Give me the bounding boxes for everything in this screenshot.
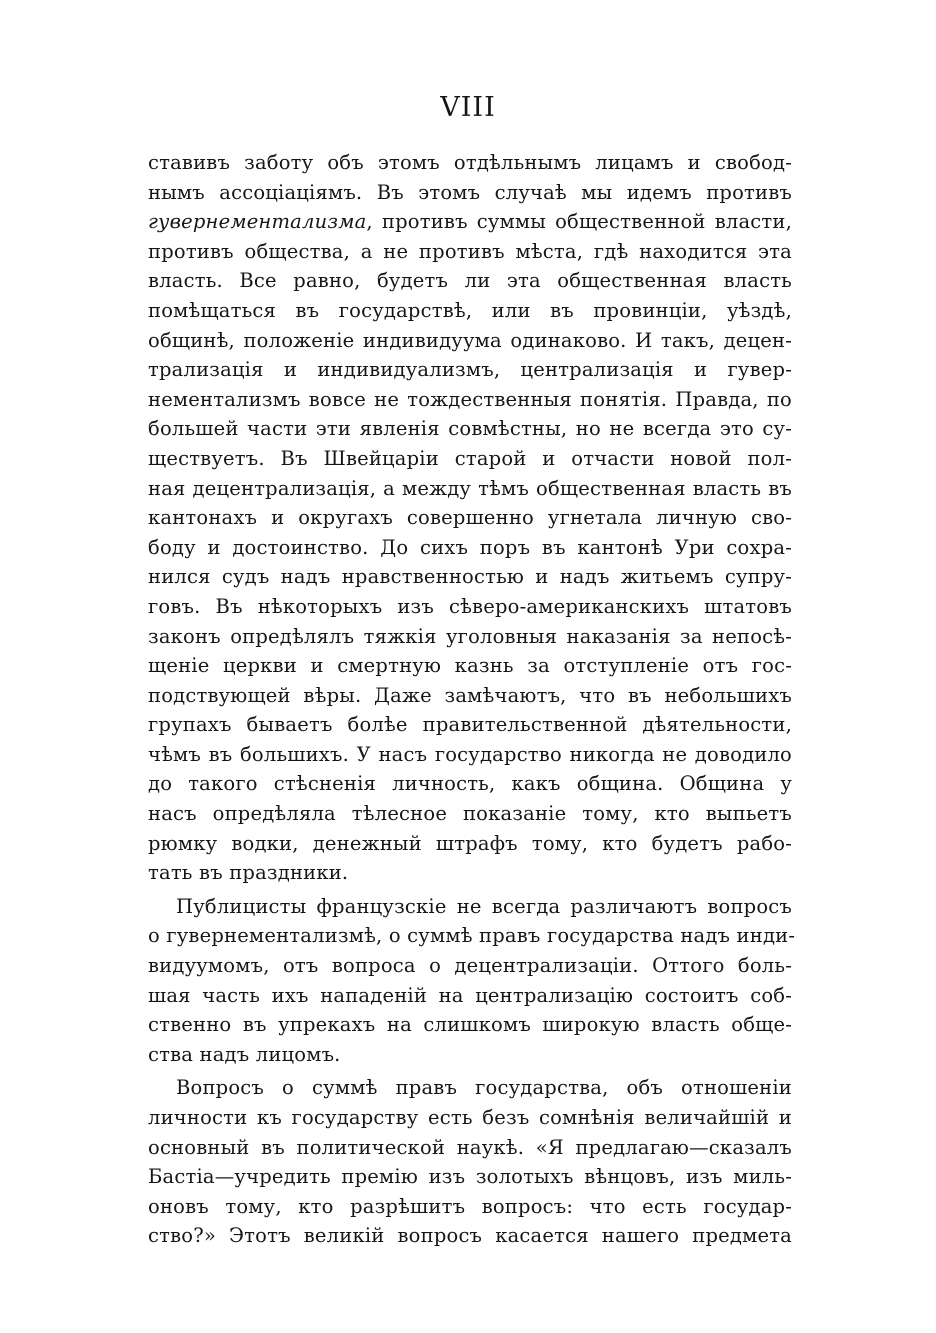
text-line: противъ общества, а не противъ мѣста, гдѣ находится эта <box>148 239 792 263</box>
text-line: о гувернементализмѣ, о суммѣ правъ государства надъ инди- <box>148 924 796 948</box>
text-line: до такого стѣсненія личность, какъ община. Община у <box>148 772 792 796</box>
text-line: основный въ политической наукѣ. «Я предлагаю—сказалъ <box>148 1135 792 1159</box>
text-line: трализація и индивидуализмъ, централизація и гувер- <box>148 358 792 382</box>
text-line: кантонахъ и округахъ совершенно угнетала личную сво- <box>148 506 792 530</box>
text-line: нементализмъ вовсе не тождественныя понятія. Правда, по <box>148 387 792 411</box>
text-line: ставивъ заботу объ этомъ отдѣльнымъ лицамъ и свобод- <box>148 151 792 174</box>
page-number: VIII <box>440 92 496 123</box>
paragraph-3 <box>148 1073 792 1251</box>
text-line: нымъ ассоціаціямъ. Въ этомъ случаѣ мы идемъ противъ <box>148 180 792 204</box>
text-line: власть. Все равно, будетъ ли эта общественная власть <box>148 269 792 293</box>
text-line: ственно въ упрекахъ на слишкомъ широкую власть обще- <box>148 1013 792 1037</box>
text-line: ная децентрализація, а между тѣмъ общественная власть въ <box>148 476 792 500</box>
text-line: говъ. Въ нѣкоторыхъ изъ сѣверо-американскихъ штатовъ <box>148 594 792 618</box>
text-line: нился судъ надъ нравственностью и надъ житьемъ супру- <box>148 565 792 589</box>
text-line: насъ опредѣляла тѣлесное показаніе тому, кто выпьетъ <box>148 802 792 826</box>
emphasized-term: гувернементализма <box>148 210 367 234</box>
text-line: ство?» Этотъ великій вопросъ касается нашего предмета <box>148 1224 792 1248</box>
text-line: боду и достоинство. До сихъ поръ въ кантонѣ Ури сохра- <box>148 535 792 559</box>
text-line: Бастіа—учредить премію изъ золотыхъ вѣнцовъ, изъ миль- <box>148 1165 792 1189</box>
paragraph-2 <box>148 892 796 1070</box>
text-line: щеніе церкви и смертную казнь за отступленіе отъ гос- <box>148 654 792 678</box>
text-line: ства надъ лицомъ. <box>148 1042 341 1066</box>
text-line: чѣмъ въ большихъ. У насъ государство никогда не доводило <box>148 742 792 766</box>
text-line: Публицисты французскіе не всегда различаютъ вопросъ <box>176 894 792 918</box>
text-line: личности къ государству есть безъ сомнѣнія величайшій и <box>148 1106 792 1129</box>
text-line: общинѣ, положеніе индивидуума одинаково. И такъ, децен- <box>148 328 792 352</box>
text-line <box>148 207 792 237</box>
text-line: тать въ праздники. <box>148 861 349 885</box>
text-line-rest: , противъ суммы общественной власти, <box>366 210 792 234</box>
text-line: Вопросъ о суммѣ правъ государства, объ отношеніи <box>176 1076 792 1100</box>
text-line: шая часть ихъ нападеній на централизацію состоитъ соб- <box>148 983 792 1007</box>
text-line: большей части эти явленія совмѣстны, но не всегда это су- <box>148 417 792 441</box>
text-line: видуумомъ, отъ вопроса о децентрализаціи. Оттого боль- <box>148 954 792 978</box>
text-line: оновъ тому, кто разрѣшитъ вопросъ: что есть государ- <box>148 1194 792 1218</box>
page-body <box>148 148 796 1251</box>
text-line: рюмку водки, денежный штрафъ тому, кто будетъ рабо- <box>148 831 792 855</box>
text-line: подствующей вѣры. Даже замѣчаютъ, что въ небольшихъ <box>148 683 792 707</box>
text-line: групахъ бываетъ болѣе правительственной дѣятельности, <box>148 713 792 737</box>
paragraph-1 <box>148 148 792 888</box>
text-line: ществуетъ. Въ Швейцаріи старой и отчасти новой пол- <box>148 446 792 470</box>
text-line: законъ опредѣлялъ тяжкія уголовныя наказанія за непосѣ- <box>148 624 792 648</box>
text-line: помѣщаться въ государствѣ, или въ провинціи, уѣздѣ, <box>148 298 792 322</box>
